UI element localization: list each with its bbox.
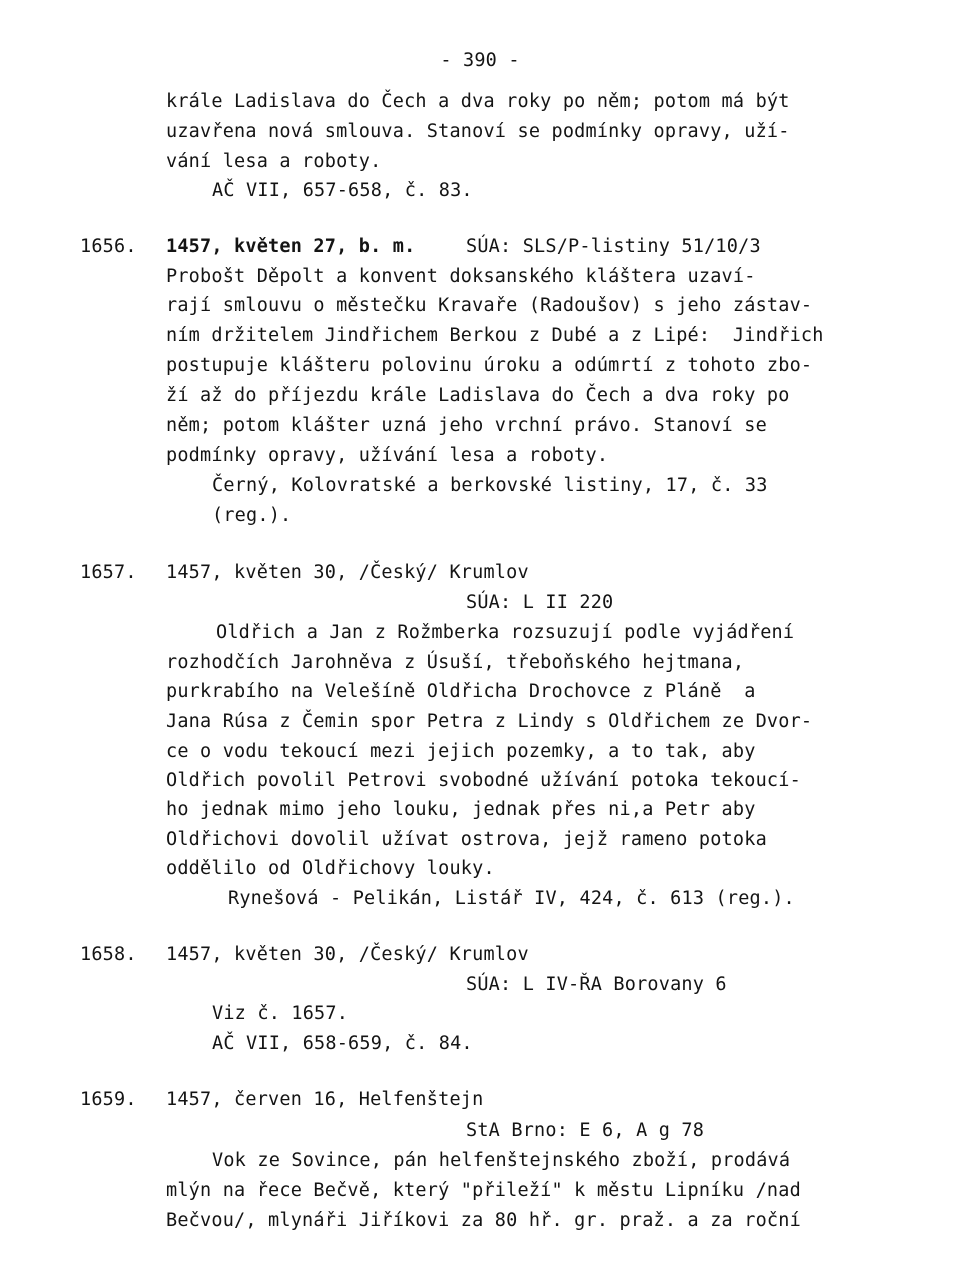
entry-date-place: 1457, červen 16, Helfenštejn: [166, 1089, 484, 1110]
entry-number: 1657.: [80, 562, 137, 583]
entry-date-place: 1457, květen 30, /Český/ Krumlov: [166, 562, 529, 583]
entry-citation: Rynešová - Pelikán, Listář IV, 424, č. 613 (reg.).: [228, 888, 795, 909]
entry-text-line: mlýn na řece Bečvě, který "přileží" k městu Lipníku /nad: [166, 1180, 801, 1201]
continuation-line: krále Ladislava do Čech a dva roky po něm; potom má být: [166, 91, 790, 112]
entry-text-line: Viz č. 1657.: [212, 1003, 349, 1024]
entry-text-line: rají smlouvu o městečku Kravaře (Radoušov) s jeho zástav-: [166, 295, 813, 316]
entry-citation: Černý, Kolovratské a berkovské listiny, 17, č. 33: [212, 475, 768, 496]
entry-text-line: purkrabího na Velešíně Oldřicha Drochovce z Pláně a: [166, 681, 756, 702]
archive-signature: StA Brno: E 6, A g 78: [466, 1120, 705, 1141]
entry-number: 1656.: [80, 236, 137, 257]
entry-citation: (reg.).: [212, 505, 292, 526]
page-number: - 390 -: [440, 50, 520, 71]
entry-text-line: Vok ze Sovince, pán helfenštejnského zboží, prodává: [212, 1150, 791, 1171]
entry-text-line: rozhodčích Jarohněva z Úsuší, třeboňského hejtmana,: [166, 652, 745, 673]
continuation-line: uzavřena nová smlouva. Stanoví se podmínky opravy, uží-: [166, 121, 790, 142]
entry-text-line: ží až do příjezdu krále Ladislava do Čech a dva roky po: [166, 385, 790, 406]
entry-text-line: Oldřichovi dovolil užívat ostrova, jejž rameno potoka: [166, 829, 767, 850]
entry-citation: AČ VII, 658-659, č. 84.: [212, 1033, 473, 1054]
entry-text-line: podmínky opravy, užívání lesa a roboty.: [166, 445, 609, 466]
entry-text-line: Oldřich a Jan z Rožmberka rozsuzují podle vyjádření: [216, 622, 795, 643]
entry-text-line: ním držitelem Jindřichem Berkou z Dubé a z Lipé: Jindřich: [166, 325, 824, 346]
entry-text-line: něm; potom klášter uzná jeho vrchní právo. Stanoví se: [166, 415, 767, 436]
entry-text-line: postupuje klášteru polovinu úroku a odúmrtí z tohoto zbo-: [166, 355, 813, 376]
entry-text-line: Bečvou/, mlynáři Jiříkovi za 80 hř. gr. praž. a za roční: [166, 1210, 801, 1231]
entry-text-line: ho jednak mimo jeho louku, jednak přes ni,a Petr aby: [166, 799, 756, 820]
archive-signature: SÚA: SLS/P-listiny 51/10/3: [466, 236, 761, 257]
entry-number: 1659.: [80, 1089, 137, 1110]
archive-signature: SÚA: L II 220: [466, 592, 614, 613]
entry-text-line: Probošt Děpolt a konvent doksanského kláštera uzaví-: [166, 266, 756, 287]
entry-text-line: oddělilo od Oldřichovy louky.: [166, 858, 495, 879]
entry-text-line: Jana Rúsa z Čemin spor Petra z Lindy s Oldřichem ze Dvor-: [166, 711, 813, 732]
archive-signature: SÚA: L IV-ŘA Borovany 6: [466, 974, 727, 995]
entry-text-line: Oldřich povolil Petrovi svobodné užívání potoka tekoucí-: [166, 770, 801, 791]
continuation-citation: AČ VII, 657-658, č. 83.: [212, 180, 473, 201]
entry-text-line: ce o vodu tekoucí mezi jejich pozemky, a to tak, aby: [166, 741, 756, 762]
continuation-line: vání lesa a roboty.: [166, 151, 382, 172]
entry-date-place: 1457, květen 27, b. m.: [166, 236, 416, 257]
entry-date-place: 1457, květen 30, /Český/ Krumlov: [166, 944, 529, 965]
entry-number: 1658.: [80, 944, 137, 965]
